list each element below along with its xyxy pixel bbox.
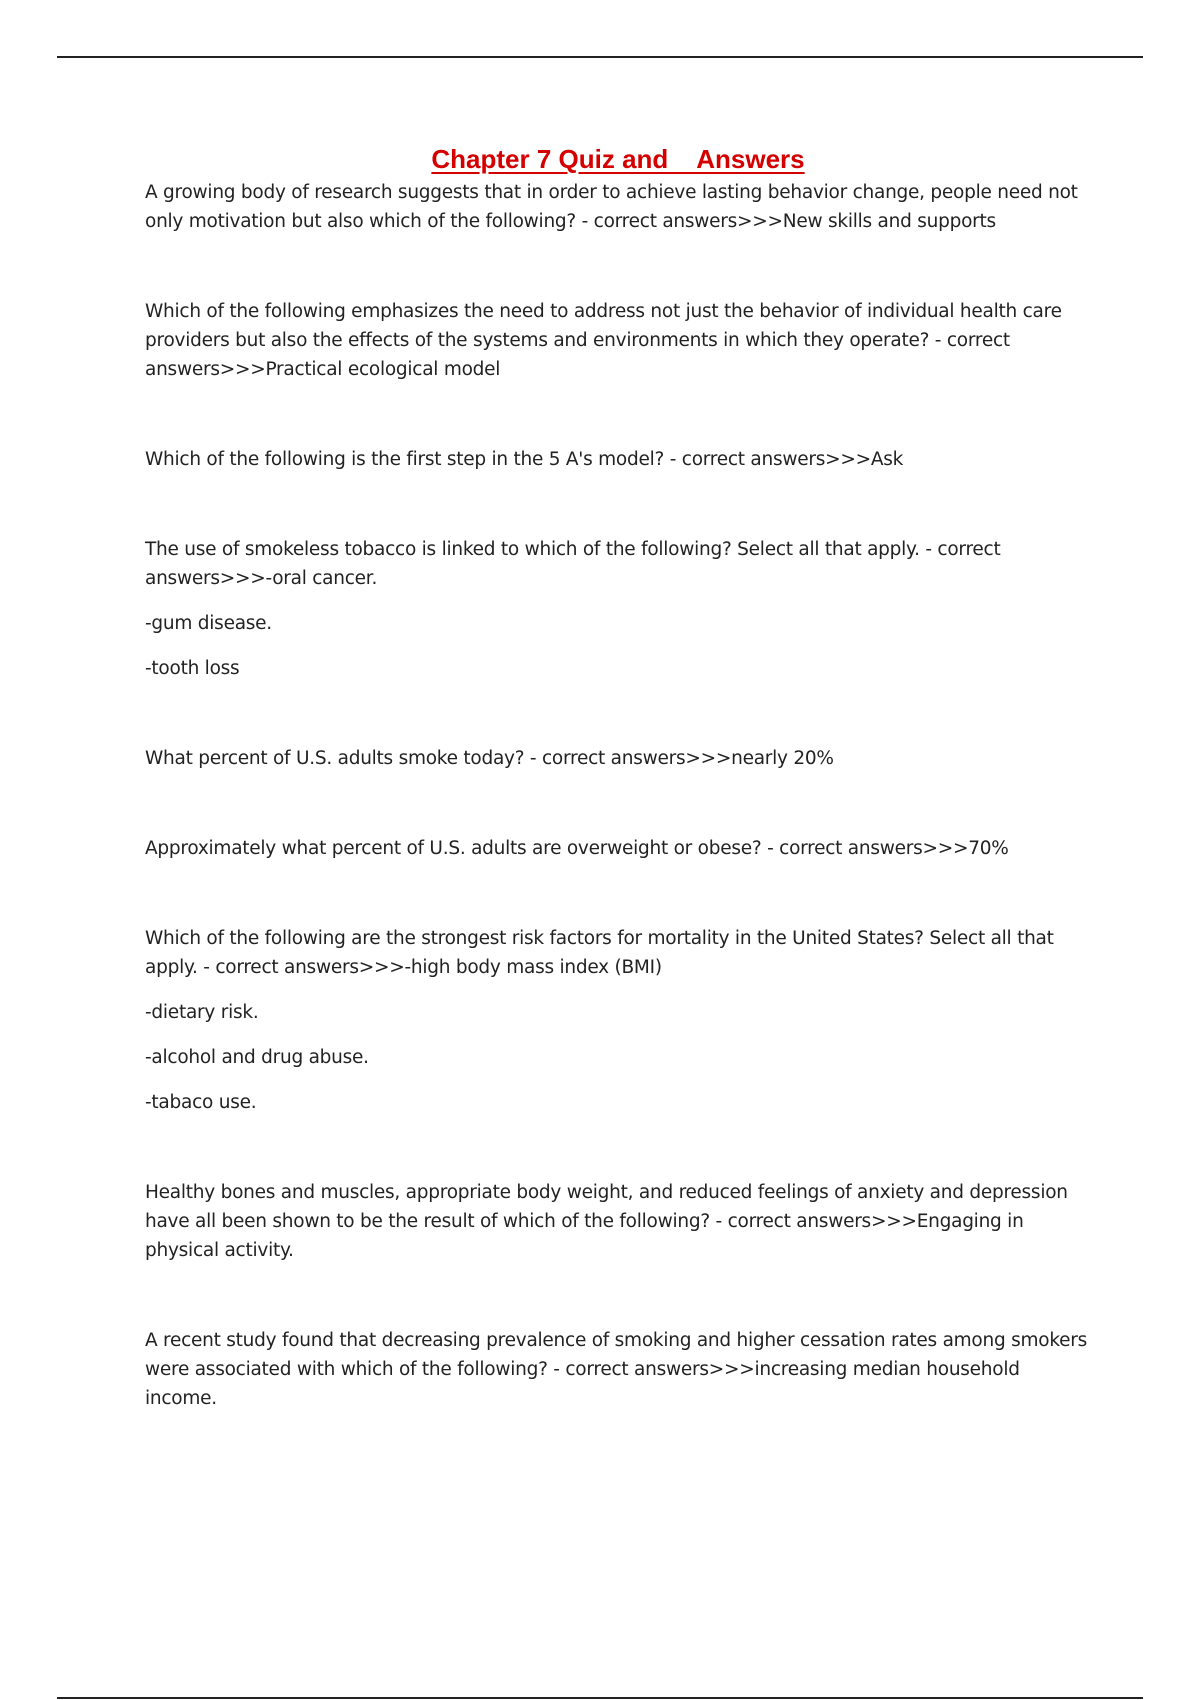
qa-item-5 xyxy=(145,744,1095,773)
qa-item-4 xyxy=(145,535,1095,683)
qa-item-8 xyxy=(145,1178,1095,1265)
footer-rule xyxy=(57,1697,1143,1699)
qa-text: A growing body of research suggests that in order to achieve lasting behavior change, people need not only motivation but also which of the following? - correct answers>>>New skills and supports xyxy=(145,182,1078,232)
qa-text: Which of the following emphasizes the need to address not just the behavior of individual health care providers but also the effects of the systems and environments in which they operate? - correct answers>>>Practical ecological model xyxy=(145,301,1062,380)
qa-text: Healthy bones and muscles, appropriate body weight, and reduced feelings of anxiety and depression have all been shown to be the result of which of the following? - correct answers>>>Engaging in physical activity. xyxy=(145,1182,1068,1261)
qa-item-9 xyxy=(145,1326,1095,1413)
answer-option: -alcohol and drug abuse. xyxy=(145,1047,369,1068)
qa-item-2 xyxy=(145,297,1095,384)
qa-text: What percent of U.S. adults smoke today? - correct answers>>>nearly 20% xyxy=(145,748,834,769)
answer-option: -gum disease. xyxy=(145,613,272,634)
qa-text: Which of the following is the first step in the 5 A's model? - correct answers>>>Ask xyxy=(145,449,904,470)
quiz-content xyxy=(145,178,1095,1413)
qa-text: Approximately what percent of U.S. adults are overweight or obese? - correct answers>>>70% xyxy=(145,838,1009,859)
qa-item-7 xyxy=(145,924,1095,1117)
qa-item-3 xyxy=(145,445,1095,474)
qa-item-6 xyxy=(145,834,1095,863)
qa-item-1 xyxy=(145,178,1095,236)
header-rule xyxy=(57,56,1143,58)
qa-text: The use of smokeless tobacco is linked to which of the following? Select all that apply. - correct answers>>>-oral cancer. xyxy=(145,539,1001,589)
answer-option: -tooth loss xyxy=(145,658,240,679)
qa-text: A recent study found that decreasing prevalence of smoking and higher cessation rates among smokers were associated with which of the following? - correct answers>>>increasing median household income. xyxy=(145,1330,1088,1409)
qa-text: Which of the following are the strongest risk factors for mortality in the United States? Select all that apply. - correct answers>>>-high body mass index (BMI) xyxy=(145,928,1054,978)
page-title: Chapter 7 Quiz and Answers xyxy=(431,144,805,174)
answer-option: -dietary risk. xyxy=(145,1002,259,1023)
answer-option: -tabaco use. xyxy=(145,1092,257,1113)
